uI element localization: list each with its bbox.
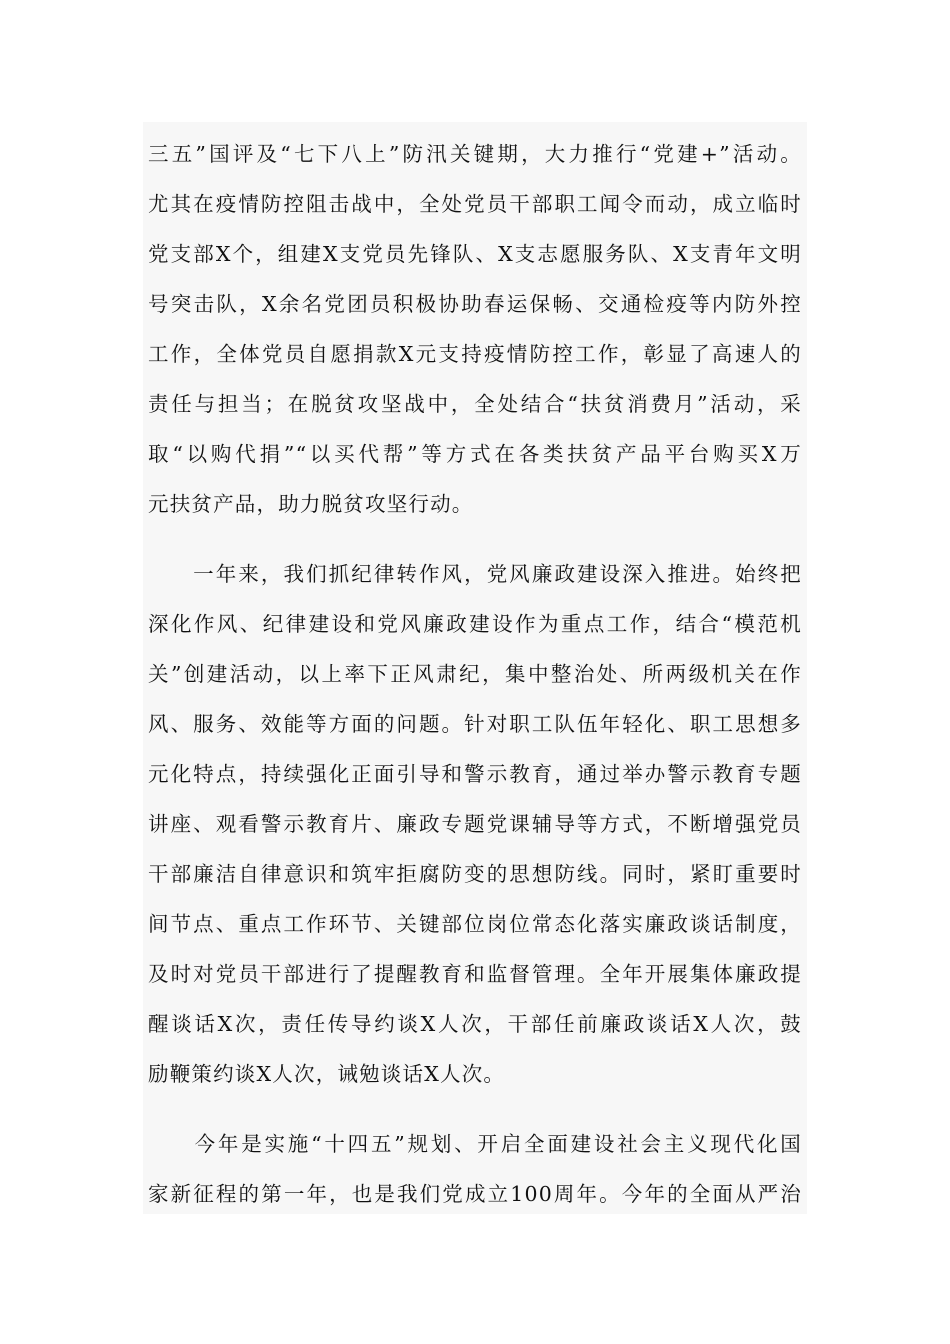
text-line: 尤其在疫情防控阻击战中，全处党员干部职工闻令而动，成立临时 <box>148 192 802 216</box>
text-line: 醒谈话X次，责任传导约谈X人次，干部任前廉政谈话X人次，鼓 <box>148 1012 802 1036</box>
text-line: 工作，全体党员自愿捐款X元支持疫情防控工作，彰显了高速人的 <box>148 342 802 366</box>
text-line: 讲座、观看警示教育片、廉政专题党课辅导等方式，不断增强党员 <box>148 812 802 836</box>
text-line: 家新征程的第一年，也是我们党成立100周年。今年的全面从严治 <box>148 1182 802 1206</box>
text-line: 一年来，我们抓纪律转作风，党风廉政建设深入推进。始终把 <box>148 562 802 586</box>
document-text-block <box>143 122 807 1214</box>
text-line: 今年是实施“十四五”规划、开启全面建设社会主义现代化国 <box>148 1132 802 1156</box>
text-line: 关”创建活动，以上率下正风肃纪，集中整治处、所两级机关在作 <box>148 662 802 686</box>
text-line: 深化作风、纪律建设和党风廉政建设作为重点工作，结合“模范机 <box>148 612 802 636</box>
text-line: 间节点、重点工作环节、关键部位岗位常态化落实廉政谈话制度， <box>148 912 802 936</box>
text-line: 取“以购代捐”“以买代帮”等方式在各类扶贫产品平台购买X万 <box>148 442 802 466</box>
text-line: 党支部X个，组建X支党员先锋队、X支志愿服务队、X支青年文明 <box>148 242 802 266</box>
text-line: 元扶贫产品，助力脱贫攻坚行动。 <box>148 492 474 516</box>
text-line: 号突击队，X余名党团员积极协助春运保畅、交通检疫等内防外控 <box>148 292 802 316</box>
text-line: 励鞭策约谈X人次，诫勉谈话X人次。 <box>148 1062 506 1086</box>
text-line: 三五”国评及“七下八上”防汛关键期，大力推行“党建+”活动。 <box>148 142 802 166</box>
text-line: 干部廉洁自律意识和筑牢拒腐防变的思想防线。同时，紧盯重要时 <box>148 862 802 886</box>
text-line: 及时对党员干部进行了提醒教育和监督管理。全年开展集体廉政提 <box>148 962 802 986</box>
text-line: 风、服务、效能等方面的问题。针对职工队伍年轻化、职工思想多 <box>148 712 802 736</box>
text-line: 责任与担当；在脱贫攻坚战中，全处结合“扶贫消费月”活动，采 <box>148 392 802 416</box>
text-line: 元化特点，持续强化正面引导和警示教育，通过举办警示教育专题 <box>148 762 802 786</box>
